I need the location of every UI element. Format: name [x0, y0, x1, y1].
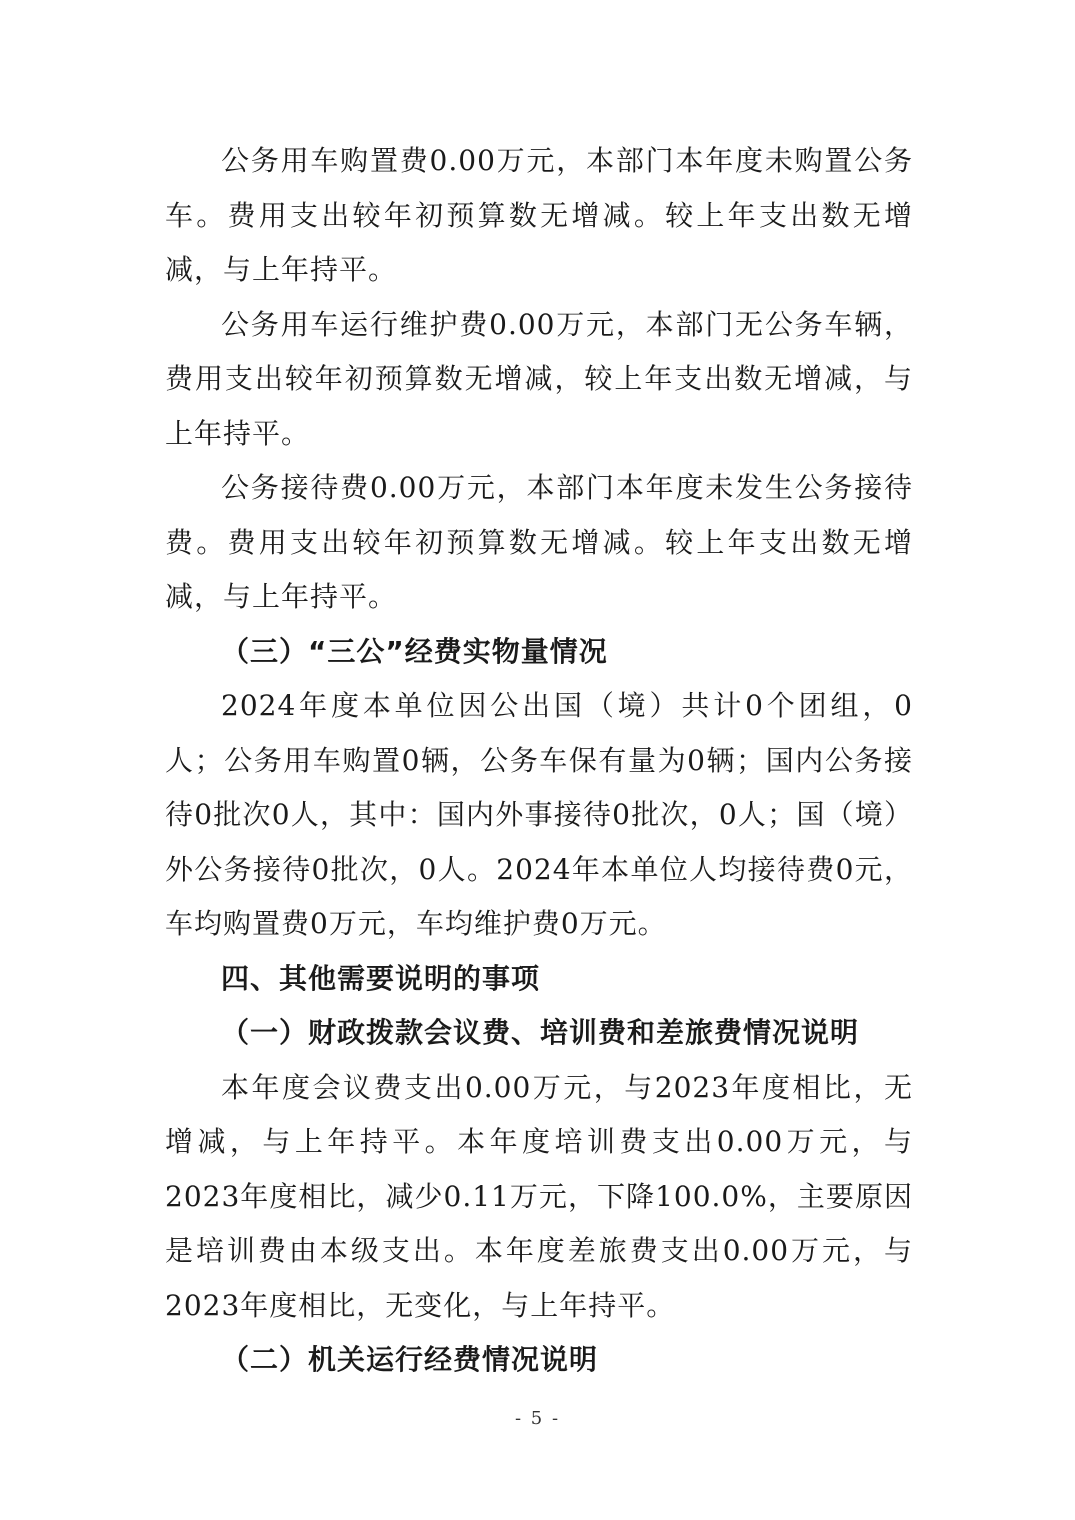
- paragraph-reception: 公务接待费0.00万元，本部门本年度未发生公务接待费。费用支出较年初预算数无增减。较上年支出数无增减，与上年持平。: [165, 471, 913, 613]
- page-number: - 5 -: [514, 1408, 561, 1429]
- section-heading-meeting-training-travel: （一）财政拨款会议费、培训费和差旅费情况说明: [221, 1016, 860, 1049]
- document-body: [165, 134, 913, 1388]
- paragraph-vehicle-purchase: 公务用车购置费0.00万元，本部门本年度未购置公务车。费用支出较年初预算数无增减。较上年支出数无增减，与上年持平。: [165, 144, 913, 286]
- section-heading-operating-expenses: （二）机关运行经费情况说明: [221, 1343, 599, 1376]
- paragraph-meeting-training-travel: 本年度会议费支出0.00万元，与2023年度相比，无增减，与上年持平。本年度培训费支出0.00万元，与2023年度相比，减少0.11万元，下降100.0%，主要原因是培训费由本级支出。本年度差旅费支出0.00万元，与2023年度相比，无变化，与上年持平。: [165, 1070, 913, 1322]
- section-heading-other-matters: 四、其他需要说明的事项: [221, 961, 541, 995]
- section-heading-three-public: （三）“三公”经费实物量情况: [221, 634, 608, 668]
- paragraph-vehicle-maintenance: 公务用车运行维护费0.00万元，本部门无公务车辆，费用支出较年初预算数无增减，较上年支出数无增减，与上年持平。: [165, 307, 913, 450]
- paragraph-physical-quantity: 2024年度本单位因公出国（境）共计0个团组，0人；公务用车购置0辆，公务车保有量为0辆；国内公务接待0批次0人，其中：国内外事接待0批次，0人；国（境）外公务接待0批次，0人。2024年本单位人均接待费0元，车均购置费0万元，车均维护费0万元。: [165, 689, 913, 940]
